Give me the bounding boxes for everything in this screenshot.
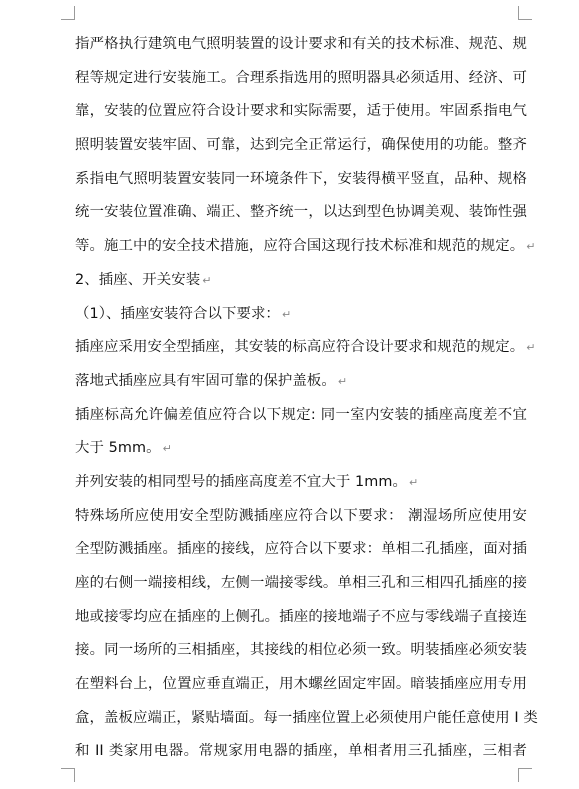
corner-mark-bottom-right (518, 768, 532, 782)
text-line (75, 129, 527, 163)
line-text: 和 II 类家用电器。常规家用电器的插座，单相者用三孔插座，三相者 (75, 743, 527, 760)
line-text: 程等规定进行安装施工。合理系指选用的照明器具必须适用、经济、可 (75, 69, 527, 86)
line-text: （1）、插座安装符合以下要求： (75, 305, 280, 322)
text-line (75, 365, 527, 399)
line-text: 照明装置安装牢固、可靠，达到完全正常运行，确保使用的功能。整齐 (75, 137, 527, 154)
corner-mark-top-left (61, 6, 75, 20)
text-line (75, 567, 527, 601)
text-line (75, 601, 527, 635)
line-text: 系指电气照明装置安装同一环境条件下，安装得横平竖直，品种、规格 (75, 170, 527, 187)
line-text: 大于 5mm。 (75, 440, 161, 457)
line-text: 落地式插座应具有牢固可靠的保护盖板。 (75, 372, 336, 389)
corner-mark-bottom-left (61, 768, 75, 782)
paragraph-mark-icon: ↵ (408, 475, 419, 489)
paragraph-mark-icon: ↵ (202, 273, 212, 287)
line-text: 靠，安装的位置应符合设计要求和实际需要，适于使用。牢固系指电气 (75, 103, 527, 120)
line-text: 全型防溅插座。插座的接线，应符合以下要求：单相二孔插座，面对插 (75, 541, 527, 558)
text-line (75, 331, 536, 365)
line-text: 盒，盖板应端正，紧贴墙面。每一插座位置上必须使用户能任意使用 I 类 (75, 709, 538, 726)
line-text: 插座应采用安全型插座，其安装的标高应符合设计要求和规范的规定。 (75, 339, 525, 356)
text-line (75, 28, 527, 62)
line-text: 指严格执行建筑电气照明装置的设计要求和有关的技术标准、规范、规 (75, 36, 527, 52)
line-text: 并列安装的相同型号的插座高度差不宜大于 1mm。 (75, 473, 407, 490)
paragraph-mark-icon: ↵ (526, 240, 536, 254)
line-text: 2、插座、开关安装 (75, 271, 201, 288)
text-line (75, 432, 527, 466)
line-text: 统一安装位置准确、端正、整齐统一，以达到型色协调美观、装饰性强 (75, 204, 527, 221)
text-line (75, 500, 527, 534)
text-line (75, 533, 527, 567)
text-line (75, 399, 527, 433)
text-line (75, 735, 527, 769)
text-line (75, 230, 536, 264)
line-text: 接。同一场所的三相插座，其接线的相位必须一致。明装插座必须安装 (75, 642, 527, 659)
paragraph-mark-icon: ↵ (162, 442, 172, 456)
corner-mark-top-right (518, 6, 532, 20)
text-line (75, 95, 527, 129)
document-body (75, 28, 538, 769)
line-text: 插座标高允许偏差值应符合以下规定: 同一室内安装的插座高度差不宜 (75, 406, 527, 423)
paragraph-mark-icon: ↵ (337, 374, 348, 388)
line-text: 等。施工中的安全技术措施，应符合国这现行技术标准和规范的规定。 (75, 238, 525, 255)
line-text: 地或接零均应在插座的上侧孔。插座的接地端子不应与零线端子直接连 (75, 608, 527, 625)
text-line (75, 163, 527, 197)
text-line (75, 298, 527, 332)
text-line (75, 264, 527, 298)
text-line (75, 196, 527, 230)
text-line (75, 62, 527, 96)
line-text: 在塑料台上，位置应垂直端正，用木螺丝固定牢固。暗装插座应用专用 (75, 676, 527, 693)
text-line (75, 702, 538, 736)
line-text: 特殊场所应使用安全型防溅插座应符合以下要求： 潮湿场所应使用安 (75, 507, 527, 524)
line-text: 座的右侧一端接相线，左侧一端接零线。单相三孔和三相四孔插座的接 (75, 575, 527, 591)
text-line (75, 668, 527, 702)
paragraph-mark-icon: ↵ (526, 341, 536, 355)
text-line (75, 634, 527, 668)
paragraph-mark-icon: ↵ (281, 307, 292, 321)
text-line (75, 466, 527, 500)
